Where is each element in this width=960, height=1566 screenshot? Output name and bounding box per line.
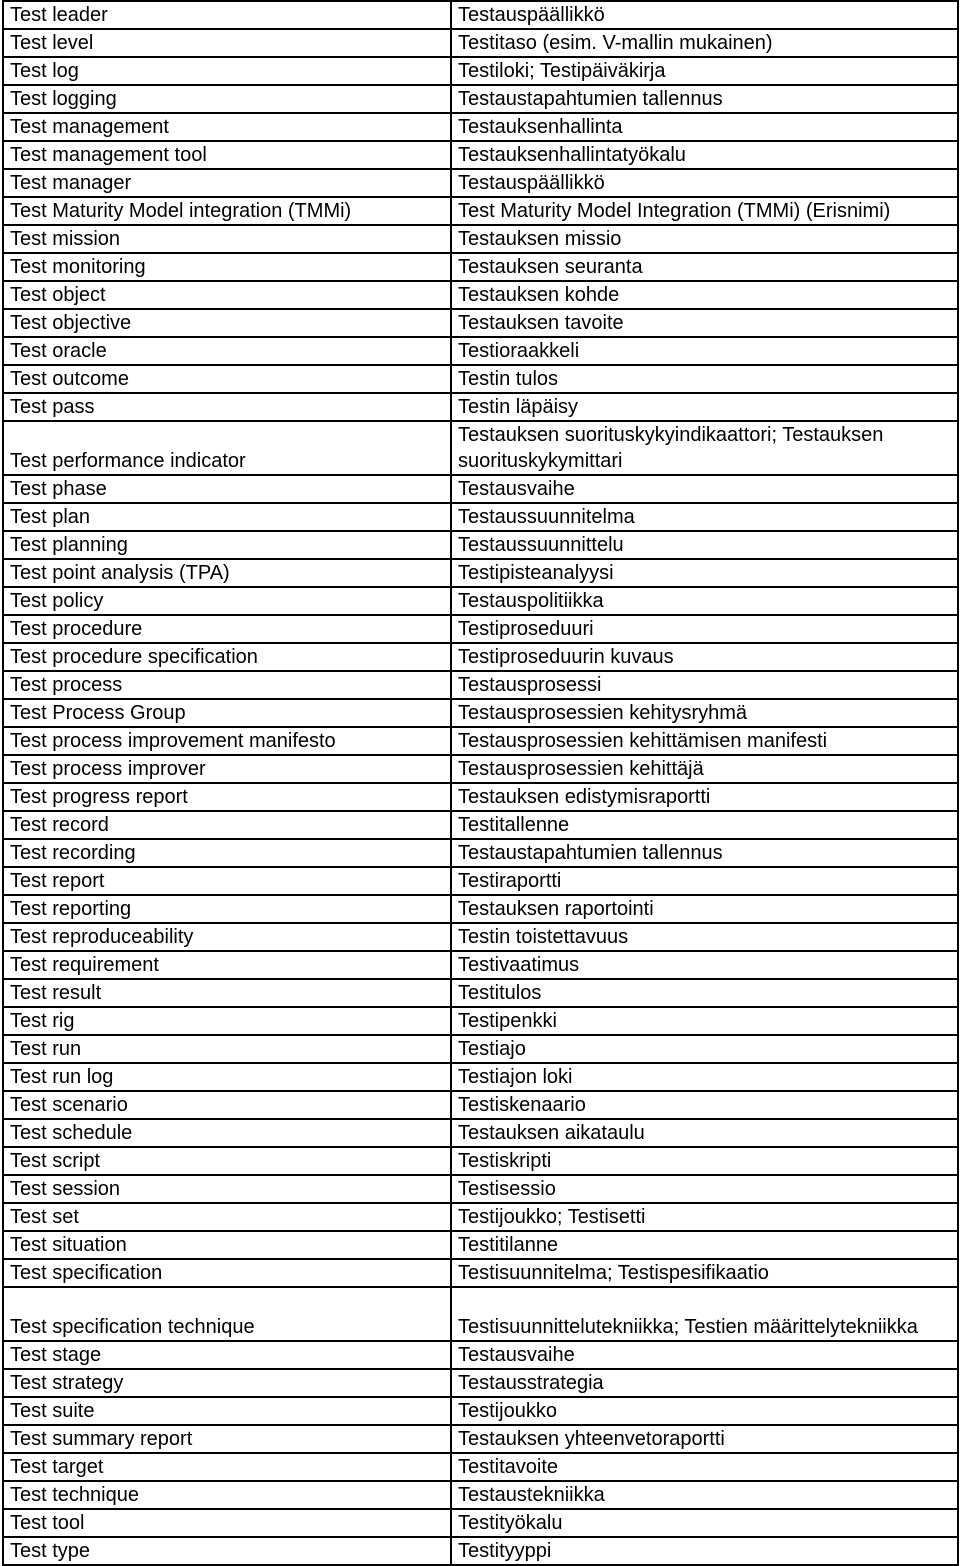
table-row [3,895,958,923]
table-row [3,979,958,1007]
table-row [3,197,958,225]
table-row [3,1231,958,1259]
english-term-cell: Test progress report [3,783,451,811]
finnish-term-cell: Testausstrategia [451,1369,958,1397]
finnish-term-cell: Testauksen tavoite [451,309,958,337]
table-row [3,755,958,783]
english-term-cell: Test leader [3,1,451,29]
english-term-cell: Test management [3,113,451,141]
english-term-cell: Test run [3,1035,451,1063]
table-row [3,225,958,253]
finnish-term-cell: Testauksen kohde [451,281,958,309]
table-row [3,57,958,85]
english-term-cell: Test report [3,867,451,895]
finnish-term-cell: Testauksen seuranta [451,253,958,281]
english-term-cell: Test suite [3,1397,451,1425]
english-term-cell: Test mission [3,225,451,253]
english-term-cell: Test specification [3,1259,451,1287]
finnish-term-cell: Testin tulos [451,365,958,393]
english-term-cell: Test requirement [3,951,451,979]
table-row [3,113,958,141]
table-row [3,169,958,197]
table-row [3,1119,958,1147]
table-row [3,615,958,643]
english-term-cell: Test schedule [3,1119,451,1147]
finnish-term-cell: Testauksenhallinta [451,113,958,141]
table-row [3,1035,958,1063]
table-row [3,337,958,365]
table-row [3,1147,958,1175]
english-term-cell: Test level [3,29,451,57]
finnish-term-cell: Testausprosessien kehitysryhmä [451,699,958,727]
english-term-cell: Test process improver [3,755,451,783]
finnish-term-cell: Testauksen yhteenvetoraportti [451,1425,958,1453]
english-term-cell: Test objective [3,309,451,337]
english-term-cell: Test procedure specification [3,643,451,671]
table-row [3,1259,958,1287]
finnish-term-cell: Testauksen raportointi [451,895,958,923]
table-row [3,1397,958,1425]
english-term-cell: Test performance indicator [3,421,451,475]
english-term-cell: Test tool [3,1509,451,1537]
table-row [3,1481,958,1509]
finnish-term-cell: Testauspolitiikka [451,587,958,615]
finnish-term-cell: Testaustekniikka [451,1481,958,1509]
finnish-term-cell: Testitilanne [451,1231,958,1259]
finnish-term-cell: Testisessio [451,1175,958,1203]
finnish-term-cell: Testiajo [451,1035,958,1063]
table-row [3,1175,958,1203]
english-term-cell: Test recording [3,839,451,867]
english-term-cell: Test outcome [3,365,451,393]
table-row [3,393,958,421]
table-row [3,29,958,57]
english-term-cell: Test reproduceability [3,923,451,951]
english-term-cell: Test technique [3,1481,451,1509]
english-term-cell: Test plan [3,503,451,531]
table-row [3,643,958,671]
table-row [3,1509,958,1537]
finnish-term-cell: Testin toistettavuus [451,923,958,951]
table-row [3,1537,958,1565]
english-term-cell: Test management tool [3,141,451,169]
table-row [3,475,958,503]
finnish-term-cell: Testauksen suorituskykyindikaattori; Testauksen suorituskykymittari [451,421,958,475]
english-term-cell: Test process [3,671,451,699]
table-row [3,783,958,811]
table-row [3,531,958,559]
table-row [3,951,958,979]
english-term-cell: Test scenario [3,1091,451,1119]
table-row [3,1369,958,1397]
english-term-cell: Test strategy [3,1369,451,1397]
english-term-cell: Test record [3,811,451,839]
finnish-term-cell: Testauspäällikkö [451,169,958,197]
finnish-term-cell: Testiraportti [451,867,958,895]
finnish-term-cell: Testisuunnittelutekniikka; Testien määrittelytekniikka [451,1287,958,1341]
finnish-term-cell: Testaussuunnitelma [451,503,958,531]
english-term-cell: Test pass [3,393,451,421]
finnish-term-cell: Testin läpäisy [451,393,958,421]
table-row [3,867,958,895]
finnish-term-cell: Testityyppi [451,1537,958,1565]
table-row [3,141,958,169]
english-term-cell: Test process improvement manifesto [3,727,451,755]
finnish-term-cell: Testausvaihe [451,1341,958,1369]
glossary-body [3,1,958,1565]
english-term-cell: Test procedure [3,615,451,643]
finnish-term-cell: Testitaso (esim. V-mallin mukainen) [451,29,958,57]
table-row [3,839,958,867]
english-term-cell: Test result [3,979,451,1007]
finnish-term-cell: Testijoukko; Testisetti [451,1203,958,1231]
english-term-cell: Test Maturity Model integration (TMMi) [3,197,451,225]
english-term-cell: Test manager [3,169,451,197]
finnish-term-cell: Testauspäällikkö [451,1,958,29]
finnish-term-cell: Testitallenne [451,811,958,839]
table-row [3,1091,958,1119]
finnish-term-cell: Testipisteanalyysi [451,559,958,587]
english-term-cell: Test summary report [3,1425,451,1453]
table-row [3,1453,958,1481]
finnish-term-cell: Testitavoite [451,1453,958,1481]
english-term-cell: Test situation [3,1231,451,1259]
finnish-term-cell: Testioraakkeli [451,337,958,365]
table-row [3,811,958,839]
english-term-cell: Test phase [3,475,451,503]
english-term-cell: Test session [3,1175,451,1203]
finnish-term-cell: Testaustapahtumien tallennus [451,85,958,113]
table-row [3,587,958,615]
finnish-term-cell: Testauksenhallintatyökalu [451,141,958,169]
table-row [3,699,958,727]
finnish-term-cell: Testivaatimus [451,951,958,979]
english-term-cell: Test specification technique [3,1287,451,1341]
finnish-term-cell: Testausprosessi [451,671,958,699]
finnish-term-cell: Testipenkki [451,1007,958,1035]
english-term-cell: Test run log [3,1063,451,1091]
table-row [3,671,958,699]
table-row [3,503,958,531]
table-row [3,1425,958,1453]
table-row [3,309,958,337]
table-row [3,365,958,393]
english-term-cell: Test planning [3,531,451,559]
finnish-term-cell: Test Maturity Model Integration (TMMi) (Erisnimi) [451,197,958,225]
finnish-term-cell: Testiskripti [451,1147,958,1175]
finnish-term-cell: Testiloki; Testipäiväkirja [451,57,958,85]
finnish-term-cell: Testausprosessien kehittämisen manifesti [451,727,958,755]
english-term-cell: Test oracle [3,337,451,365]
english-term-cell: Test point analysis (TPA) [3,559,451,587]
finnish-term-cell: Testauksen missio [451,225,958,253]
english-term-cell: Test reporting [3,895,451,923]
english-term-cell: Test set [3,1203,451,1231]
table-row [3,727,958,755]
table-row [3,1063,958,1091]
finnish-term-cell: Testaussuunnittelu [451,531,958,559]
english-term-cell: Test rig [3,1007,451,1035]
english-term-cell: Test policy [3,587,451,615]
english-term-cell: Test log [3,57,451,85]
table-row [3,1287,958,1341]
english-term-cell: Test logging [3,85,451,113]
finnish-term-cell: Testitulos [451,979,958,1007]
finnish-term-cell: Testausprosessien kehittäjä [451,755,958,783]
english-term-cell: Test target [3,1453,451,1481]
finnish-term-cell: Testaustapahtumien tallennus [451,839,958,867]
table-row [3,923,958,951]
finnish-term-cell: Testiskenaario [451,1091,958,1119]
table-row [3,559,958,587]
english-term-cell: Test monitoring [3,253,451,281]
finnish-term-cell: Testausvaihe [451,475,958,503]
table-row [3,253,958,281]
table-row [3,1341,958,1369]
table-row [3,421,958,475]
table-row [3,1203,958,1231]
table-row [3,1007,958,1035]
table-row [3,1,958,29]
table-row [3,281,958,309]
glossary-table [2,0,959,1566]
finnish-term-cell: Testiajon loki [451,1063,958,1091]
finnish-term-cell: Testityökalu [451,1509,958,1537]
finnish-term-cell: Testiproseduuri [451,615,958,643]
english-term-cell: Test script [3,1147,451,1175]
english-term-cell: Test Process Group [3,699,451,727]
table-row [3,85,958,113]
finnish-term-cell: Testiproseduurin kuvaus [451,643,958,671]
finnish-term-cell: Testauksen aikataulu [451,1119,958,1147]
english-term-cell: Test object [3,281,451,309]
english-term-cell: Test type [3,1537,451,1565]
english-term-cell: Test stage [3,1341,451,1369]
finnish-term-cell: Testijoukko [451,1397,958,1425]
finnish-term-cell: Testisuunnitelma; Testispesifikaatio [451,1259,958,1287]
finnish-term-cell: Testauksen edistymisraportti [451,783,958,811]
